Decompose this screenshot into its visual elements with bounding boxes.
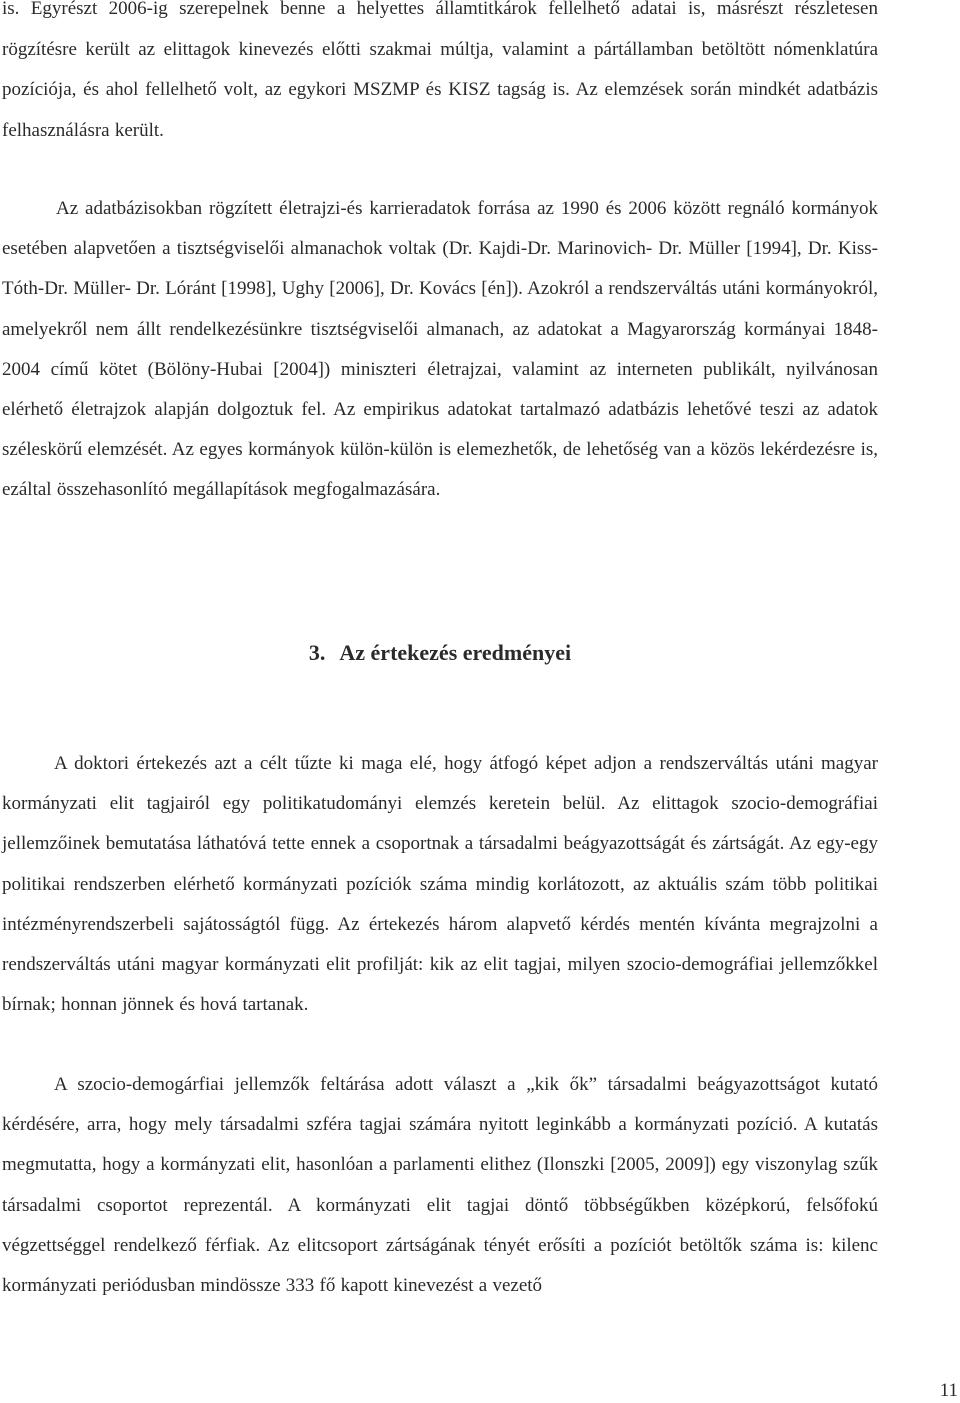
paragraph-socio-demographics: A szocio-demogárfiai jellemzők feltárása adott választ a „kik ők” társadalmi beágyazottságot kutató kérdésére, arra, hogy mely társadalmi szféra tagjai számára nyitott leginkább a kormányzati pozíció. A kutatás megmutatta, hogy a kormányzati elit, hasonlóan a parlamenti elithez (Ilonszki [2005, 2009]) egy viszonylag szűk társadalmi csoportot reprezentál. A kormányzati elit tagjai döntő többségűkben középkorú, felsőfokú végzettséggel rendelkező férfiak. Az elitcsoport zártságának tényét erősíti a pozíciót betöltők száma is: kilenc kormányzati periódusban mindössze 333 fő kapott kinevezést a vezető	[2, 1074, 878, 1297]
paragraph-dissertation-aims: A doktori értekezés azt a célt tűzte ki maga elé, hogy átfogó képet adjon a rendszerváltás utáni magyar kormányzati elit tagjairól egy politikatudományi elemzés keretein belül. Az elittagok szocio-demográfiai jellemzőinek bemutatása láthatóvá tette ennek a csoportnak a társadalmi beágyazottságát és zártságát. Az egy-egy politikai rendszerben elérhető kormányzati pozíciók száma mindig korlátozott, az aktuális szám több politikai intézményrendszerbeli sajátosságtól függ. Az értekezés három alapvető kérdés mentén kívánta megrajzolni a rendszerváltás utáni magyar kormányzati elit profilját: kik az elit tagjai, milyen szocio-demográfiai jellemzőkkel bírnak; honnan jönnek és hová tartanak.	[2, 753, 878, 1016]
paragraph-databases-scope: is. Egyrészt 2006-ig szerepelnek benne a helyettes államtitkárok fellelhető adatai is, másrészt részletesen rögzítésre került az elittagok kinevezés előtti szakmai múltja, valamint a pártállamban betöltött nómenklatúra pozíciója, és ahol fellelhető volt, az egykori MSZMP és KISZ tagság is. Az elemzések során mindkét adatbázis felhasználásra került.	[2, 0, 878, 141]
section-heading	[0, 636, 880, 670]
section-number: 3.	[308, 640, 326, 665]
paragraph-data-sources: Az adatbázisokban rögzített életrajzi-és karrieradatok forrása az 1990 és 2006 között regnáló kormányok esetében alapvetően a tisztségviselői almanachok voltak (Dr. Kajdi-Dr. Marinovich- Dr. Müller [1994], Dr. Kiss-Tóth-Dr. Müller- Dr. Lóránt [1998], Ughy [2006], Dr. Kovács [én]). Azokról a rendszerváltás utáni kormányokról, amelyekről nem állt rendelkezésünkre tisztségviselői almanach, az adatokat a Magyarország kormányai 1848-2004 című kötet (Bölöny-Hubai [2004]) miniszteri életrajzai, valamint az interneten publikált, nyilvánosan elérhető életrajzok alapján dolgoztuk fel. Az empirikus adatokat tartalmazó adatbázis lehetővé teszi az adatok széleskörű elemzését. Az egyes kormányok külön-külön is elemezhetők, de lehetőség van a közös lekérdezésre is, ezáltal összehasonlító megállapítások megfogalmazására.	[2, 198, 878, 501]
section-title: Az értekezés eredményei	[339, 640, 572, 665]
page-number: 11	[939, 1380, 958, 1401]
